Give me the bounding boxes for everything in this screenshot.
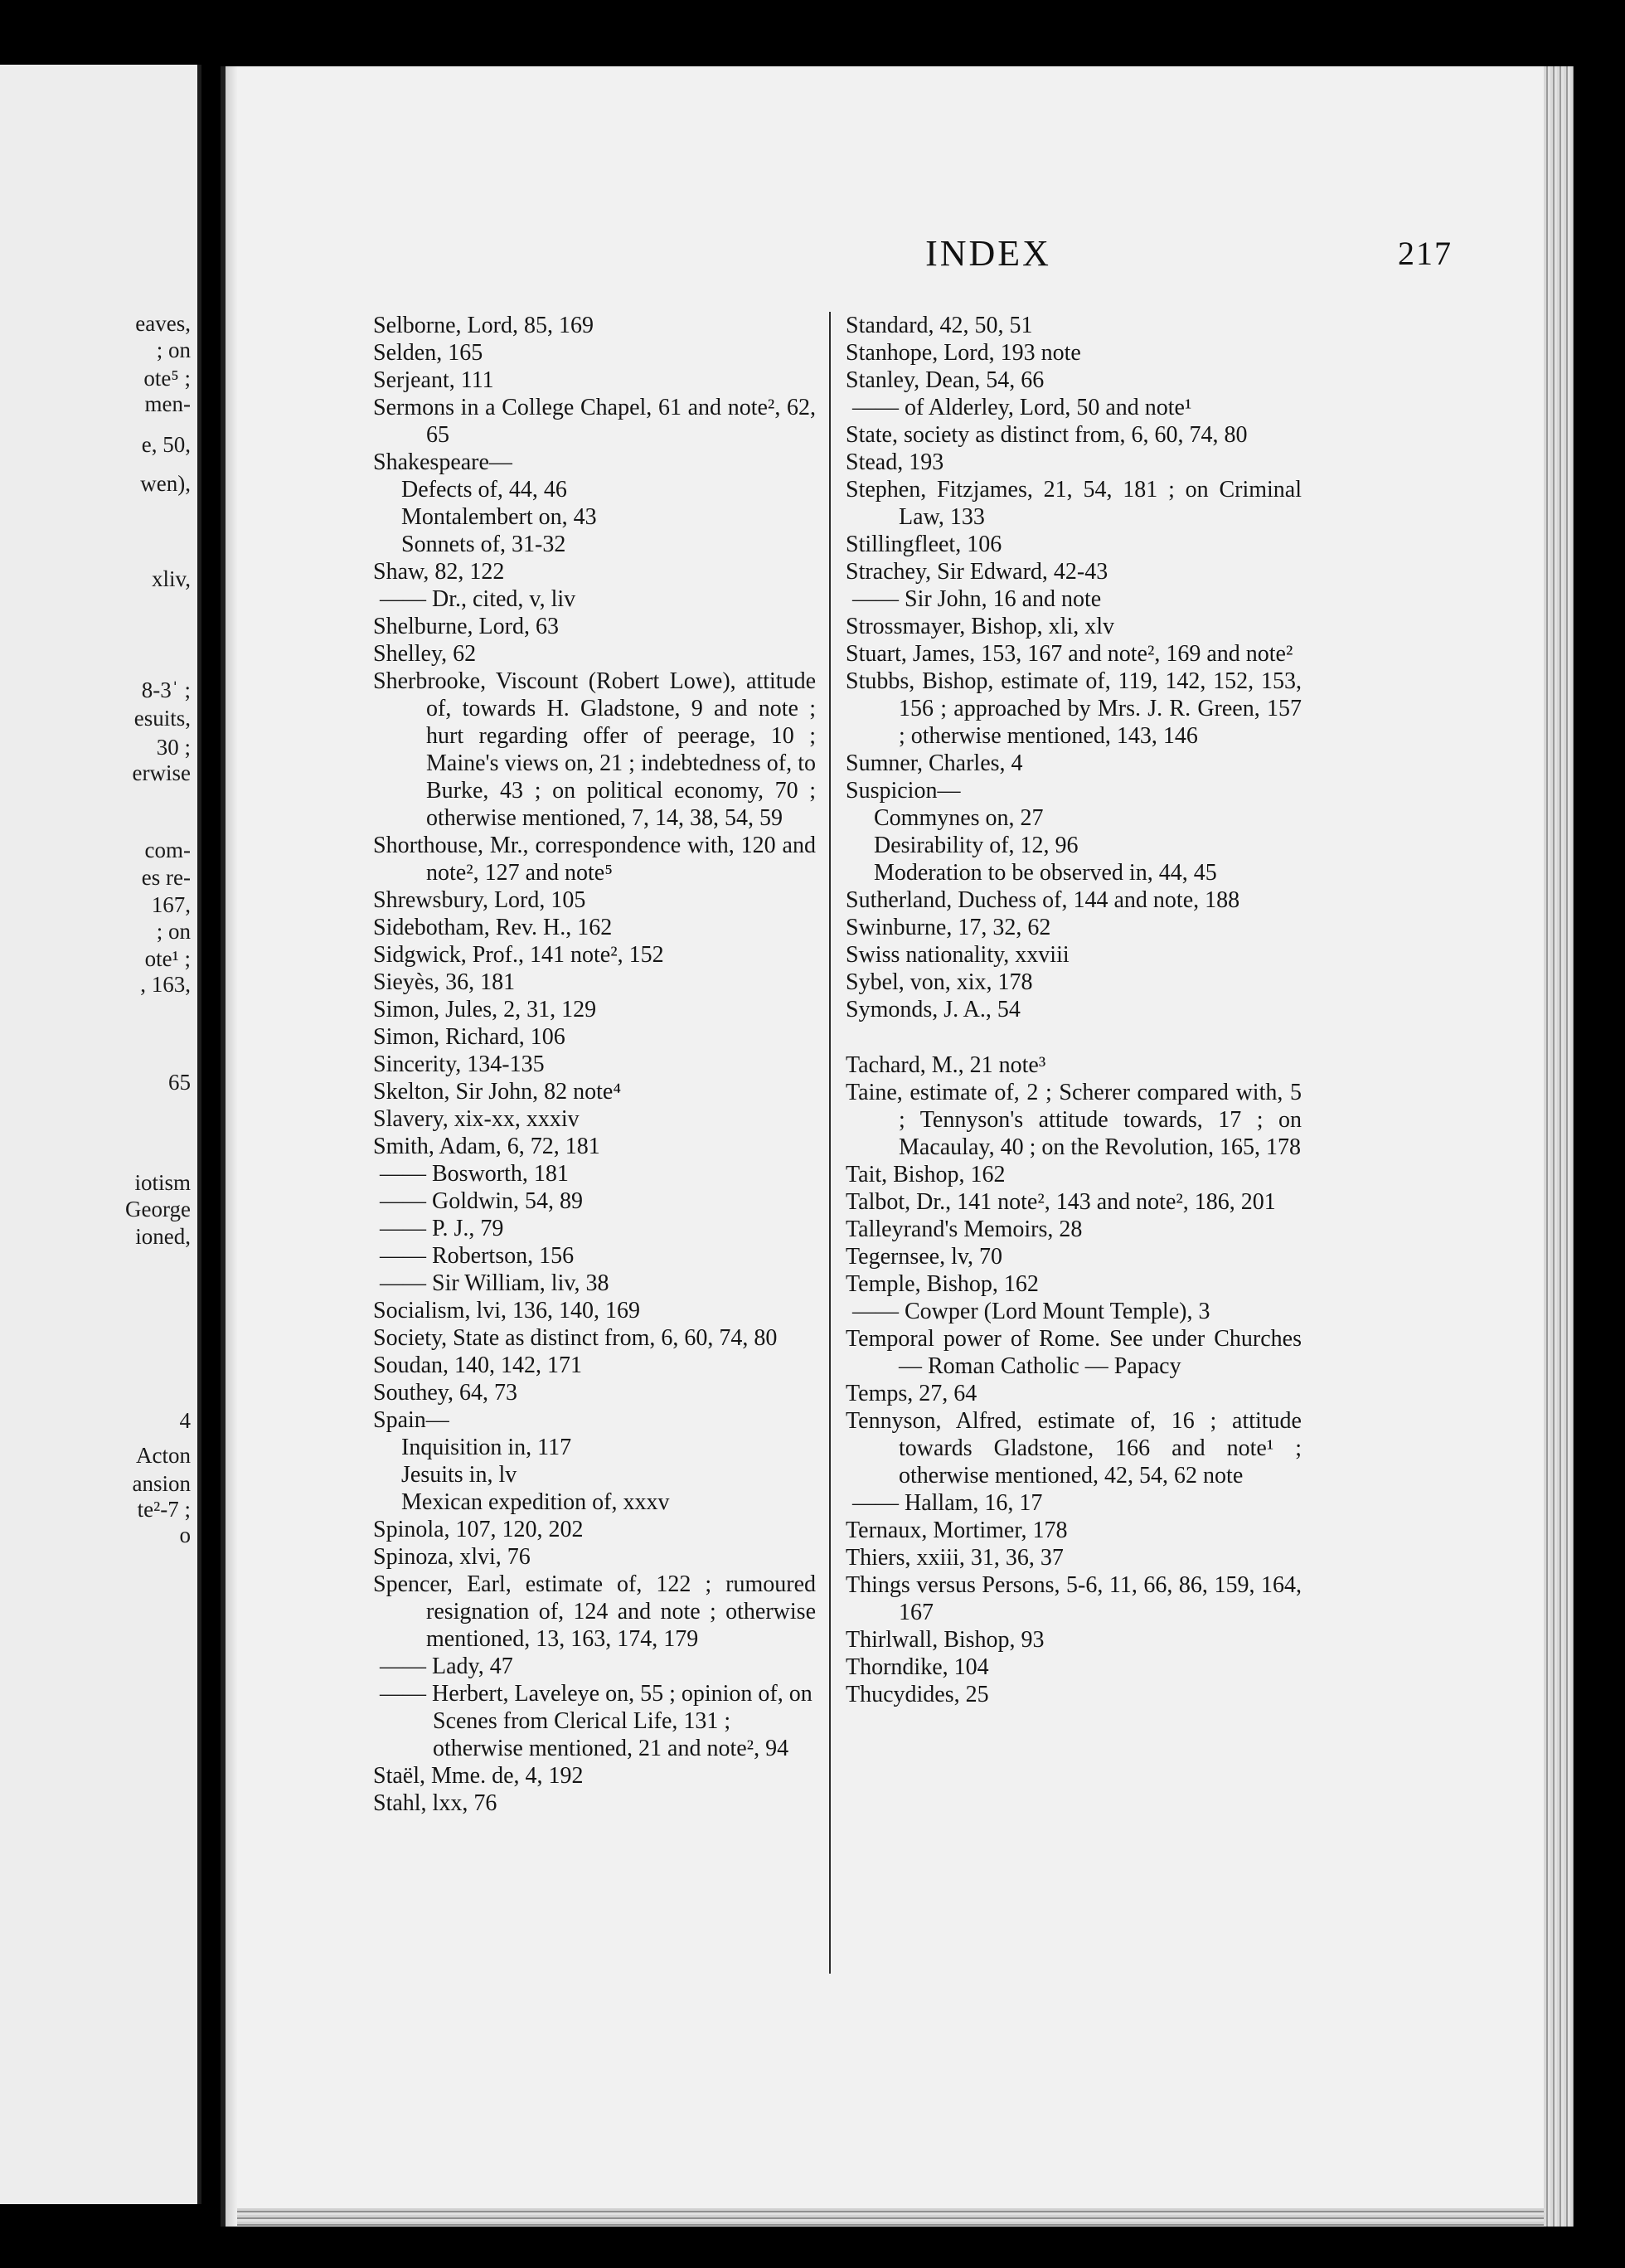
index-entry: Swiss nationality, xxviii [846,942,1070,968]
index-entry: Thirlwall, Bishop, 93 [846,1627,1045,1653]
facing-page-text: xliv, [152,566,191,591]
index-entry: Sonnets of, 31-32 [401,532,566,557]
index-entry: —— P. J., 79 [380,1216,504,1241]
index-entry: Soudan, 140, 142, 171 [373,1353,582,1378]
facing-page-text: , 163, [140,972,191,997]
facing-page-text: esuits, [133,706,191,731]
facing-page-fragment [0,65,201,2204]
facing-page-text: ; on [156,919,191,944]
index-entry: Stead, 193 [846,449,944,475]
index-entry: Sieyès, 36, 181 [373,969,516,995]
index-entry: Tachard, M., 21 note³ [846,1052,1046,1078]
index-entry: Skelton, Sir John, 82 note⁴ [373,1079,622,1105]
index-entry: Shelley, 62 [373,641,477,667]
index-entry: Shrewsbury, Lord, 105 [373,887,586,913]
facing-page-text: ; on [156,338,191,362]
page-title: INDEX [925,233,1051,274]
index-entry: Talbot, Dr., 141 note², 143 and note², 186, 201 [846,1189,1276,1215]
index-entry: Tegernsee, lv, 70 [846,1244,1003,1270]
index-entry: Sherbrooke, Viscount (Robert Lowe), attitude of, towards H. Gladstone, 9 and note ; hurt regarding offer of peerage, 10 ; Maine's views on, 21 ; indebtedness of, to Burke, 43 ; on political economy, 70 ; otherwise mentioned, 7, 14, 38, 54, 59 [373,668,816,831]
index-entry: —— Goldwin, 54, 89 [380,1188,583,1214]
page-binding-shadow [226,66,237,2227]
index-entry: Strachey, Sir Edward, 42-43 [846,559,1108,585]
index-entry: Simon, Richard, 106 [373,1024,565,1050]
facing-page-text: 4 [179,1408,191,1433]
index-entry: Selden, 165 [373,340,483,366]
index-entry: Suspicion— [846,778,961,804]
facing-page-text: es re- [141,865,191,890]
index-entry: —— Hallam, 16, 17 [852,1490,1043,1516]
index-entry: Tennyson, Alfred, estimate of, 16 ; attitude towards Gladstone, 166 and note¹ ; otherwise mentioned, 42, 54, 62 note [846,1408,1302,1489]
facing-page-text: com- [144,838,191,862]
facing-page-text: o [179,1523,191,1547]
index-entry: Stuart, James, 153, 167 and note², 169 and note² [846,641,1293,667]
index-entry: Slavery, xix-xx, xxxiv [373,1106,580,1132]
facing-page-text: ote⁵ ; [143,366,191,391]
index-column-left [373,312,816,1817]
index-entry: Temple, Bishop, 162 [846,1271,1039,1297]
index-entry: Smith, Adam, 6, 72, 181 [373,1134,600,1159]
index-entry: Stillingfleet, 106 [846,532,1002,557]
index-entry: Sermons in a College Chapel, 61 and note², 62, 65 [373,395,816,448]
index-entry: Standard, 42, 50, 51 [846,313,1033,338]
facing-page-text: 8-3ˈ ; [141,677,191,702]
index-entry: Strossmayer, Bishop, xli, xlv [846,614,1114,639]
index-entry: Sutherland, Duchess of, 144 and note, 188 [846,887,1240,913]
index-entry: Swinburne, 17, 32, 62 [846,915,1051,940]
index-entry: Moderation to be observed in, 44, 45 [874,860,1217,886]
index-entry: Stahl, lxx, 76 [373,1790,497,1816]
index-entry: —— Dr., cited, v, liv [380,586,576,612]
facing-page-text: wen), [140,471,191,496]
facing-page-text: ansion [132,1471,191,1496]
index-entry: State, society as distinct from, 6, 60, 74, 80 [846,422,1248,448]
index-entry: Mexican expedition of, xxxv [401,1489,670,1515]
index-entry: —— Herbert, Laveleye on, 55 ; opinion of, on Scenes from Clerical Life, 131 ; otherwise mentioned, 21 and note², 94 [380,1681,812,1761]
index-entry: Temporal power of Rome. See under Churches — Roman Catholic — Papacy [846,1326,1302,1379]
page-edge-bottom [237,2208,1544,2227]
index-entry: Temps, 27, 64 [846,1381,977,1406]
index-entry: Stubbs, Bishop, estimate of, 119, 142, 152, 153, 156 ; approached by Mrs. J. R. Green, 157 ; otherwise mentioned, 143, 146 [846,668,1302,749]
index-entry: Jesuits in, lv [401,1462,517,1488]
index-entry: —— of Alderley, Lord, 50 and note¹ [852,395,1192,420]
page-number: 217 [1398,235,1453,272]
facing-page-text: te²-7 ; [137,1497,191,1522]
index-entry: Desirability of, 12, 96 [874,833,1079,858]
index-entry: Sidebotham, Rev. H., 162 [373,915,613,940]
index-page [221,66,1574,2227]
index-entry: Sincerity, 134-135 [373,1051,545,1077]
index-entry: Stanhope, Lord, 193 note [846,340,1081,366]
facing-page-text: men- [144,391,191,416]
index-entry: Talleyrand's Memoirs, 28 [846,1217,1083,1242]
facing-page-text: 65 [168,1070,191,1095]
index-entry: Symonds, J. A., 54 [846,997,1021,1022]
index-entry: Staël, Mme. de, 4, 192 [373,1763,584,1789]
index-entry: Commynes on, 27 [874,805,1044,831]
index-entry: Thucydides, 25 [846,1682,989,1707]
letter-section-gap [846,1023,1302,1051]
index-entry: Defects of, 44, 46 [401,477,567,503]
index-entry: Shaw, 82, 122 [373,559,505,585]
facing-page-text: ote¹ ; [144,946,191,971]
index-entry: Sumner, Charles, 4 [846,750,1023,776]
column-divider [829,312,831,1974]
facing-page-text: erwise [132,760,191,785]
facing-page-text: 167, [151,892,191,917]
index-entry: Society, State as distinct from, 6, 60, 74, 80 [373,1325,778,1351]
index-entry: Thorndike, 104 [846,1654,989,1680]
index-entry: Simon, Jules, 2, 31, 129 [373,997,597,1022]
facing-page-text: George [125,1197,191,1221]
facing-page-text: 30 ; [156,735,191,760]
index-entry: Ternaux, Mortimer, 178 [846,1518,1068,1543]
index-entry: Serjeant, 111 [373,367,494,393]
index-entry: Spinoza, xlvi, 76 [373,1544,531,1570]
facing-page-text: iotism [134,1170,191,1195]
index-entry: Things versus Persons, 5-6, 11, 66, 86, 159, 164, 167 [846,1572,1302,1625]
index-entry: Shorthouse, Mr., correspondence with, 120 and note², 127 and note⁵ [373,833,816,886]
index-entry: Stanley, Dean, 54, 66 [846,367,1045,393]
index-entry: —— Cowper (Lord Mount Temple), 3 [852,1299,1210,1324]
index-entry: Stephen, Fitzjames, 21, 54, 181 ; on Criminal Law, 133 [846,477,1302,530]
index-entry: —— Bosworth, 181 [380,1161,569,1187]
index-entry: Spain— [373,1407,449,1433]
index-entry: Sidgwick, Prof., 141 note², 152 [373,942,664,968]
index-entry: Southey, 64, 73 [373,1380,517,1406]
index-entry: —— Lady, 47 [380,1654,513,1679]
index-entry: Inquisition in, 117 [401,1435,572,1460]
index-entry: —— Sir William, liv, 38 [380,1270,609,1296]
index-entry: —— Sir John, 16 and note [852,586,1102,612]
facing-page-text: e, 50, [141,432,191,457]
index-entry: Shakespeare— [373,449,512,475]
index-entry: Spencer, Earl, estimate of, 122 ; rumoured resignation of, 124 and note ; otherwise mentioned, 13, 163, 174, 179 [373,1571,816,1652]
index-column-right [846,312,1302,1708]
index-entry: Shelburne, Lord, 63 [373,614,559,639]
index-entry: Socialism, lvi, 136, 140, 169 [373,1298,640,1323]
index-entry: Thiers, xxiii, 31, 36, 37 [846,1545,1064,1571]
index-entry: Taine, estimate of, 2 ; Scherer compared with, 5 ; Tennyson's attitude towards, 17 ; on Macaulay, 40 ; on the Revolution, 165, 178 [846,1080,1302,1160]
index-entry: Selborne, Lord, 85, 169 [373,313,594,338]
facing-page-text: Acton [136,1443,191,1468]
facing-page-text: eaves, [135,311,191,336]
index-entry: Montalembert on, 43 [401,504,597,530]
page-edge-right [1544,66,1574,2227]
index-entry: Sybel, von, xix, 178 [846,969,1033,995]
index-entry: Spinola, 107, 120, 202 [373,1517,584,1542]
index-entry: Tait, Bishop, 162 [846,1162,1006,1187]
facing-page-text: ioned, [135,1224,191,1249]
index-entry: —— Robertson, 156 [380,1243,575,1269]
